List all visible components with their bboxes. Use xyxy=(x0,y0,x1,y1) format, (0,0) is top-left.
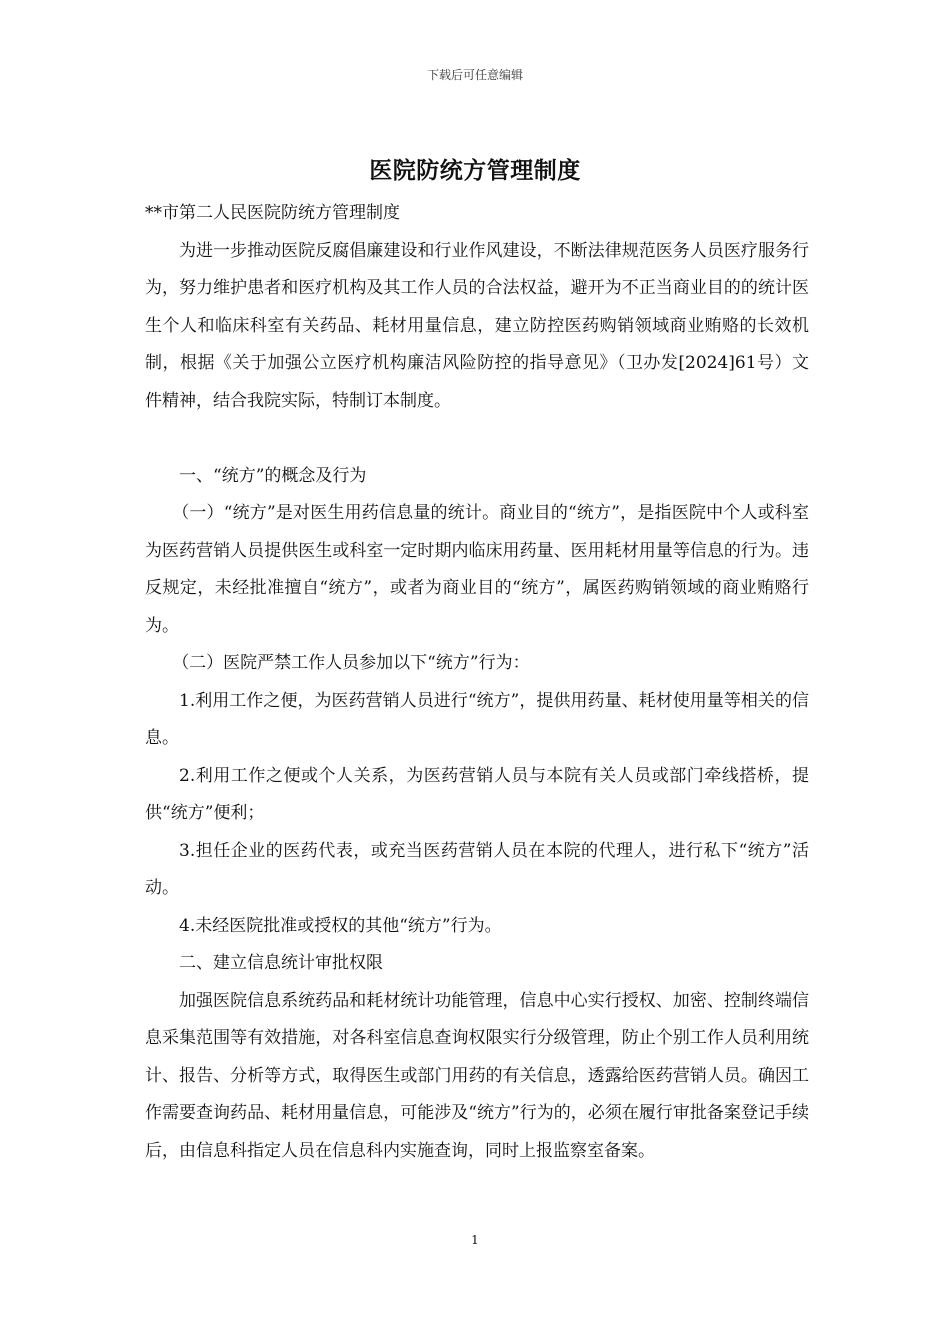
document-title: 医院防统方管理制度 xyxy=(369,157,581,184)
section1-item1: （一）“统方”是对医生用药信息量的统计。商业目的“统方”，是指医院中个人或科室为医药营销人员提供医生或科室一定时期内临床用药量、医用耗材用量等信息的行为。违反规定，未经批准擅自“统方”，或者为商业目的“统方”，属医药购销领域的商业贿赂行为。 xyxy=(145,503,809,636)
document-body xyxy=(145,195,809,1170)
section1-list-item-3: 3.担任企业的医药代表，或充当医药营销人员在本院的代理人，进行私下“统方”活动。 xyxy=(145,840,809,898)
page-number: 1 xyxy=(471,1233,479,1247)
section1-item2: （二）医院严禁工作人员参加以下“统方”行为： xyxy=(172,653,530,673)
section2-body: 加强医院信息系统药品和耗材统计功能管理，信息中心实行授权、加密、控制终端信息采集范围等有效措施，对各科室信息查询权限实行分级管理，防止个别工作人员利用统计、报告、分析等方式，取得医生或部门用药的有关信息，透露给医药营销人员。确因工作需要查询药品、耗材用量信息，可能涉及“统方”行为的，必须在履行审批备案登记手续后，由信息科指定人员在信息科内实施查询，同时上报监察室备案。 xyxy=(145,990,809,1161)
section1-list-item-2: 2.利用工作之便或个人关系，为医药营销人员与本院有关人员或部门牵线搭桥，提供“统方”便利； xyxy=(145,765,809,823)
header-note: 下载后可任意编辑 xyxy=(426,68,523,82)
blank-line xyxy=(145,420,809,458)
section1-heading: 一、“统方”的概念及行为 xyxy=(179,465,367,486)
document-subtitle: **市第二人民医院防统方管理制度 xyxy=(145,203,400,223)
section2-heading: 二、建立信息统计审批权限 xyxy=(179,953,383,973)
section1-list-item-1: 1.利用工作之便，为医药营销人员进行“统方”，提供用药量、耗材使用量等相关的信息。 xyxy=(145,690,809,748)
section1-list-item-4: 4.未经医院批准或授权的其他“统方”行为。 xyxy=(179,915,502,936)
intro-paragraph: 为进一步推动医院反腐倡廉建设和行业作风建设，不断法律规范医务人员医疗服务行为，努力维护患者和医疗机构及其工作人员的合法权益，避开为不正当商业目的的统计医生个人和临床科室有关药品、耗材用量信息，建立防控医药购销领域商业贿赂的长效机制，根据《关于加强公立医疗机构廉洁风险防控的指导意见》（卫办发[2024]61号）文件精神，结合我院实际，特制订本制度。 xyxy=(145,240,809,411)
